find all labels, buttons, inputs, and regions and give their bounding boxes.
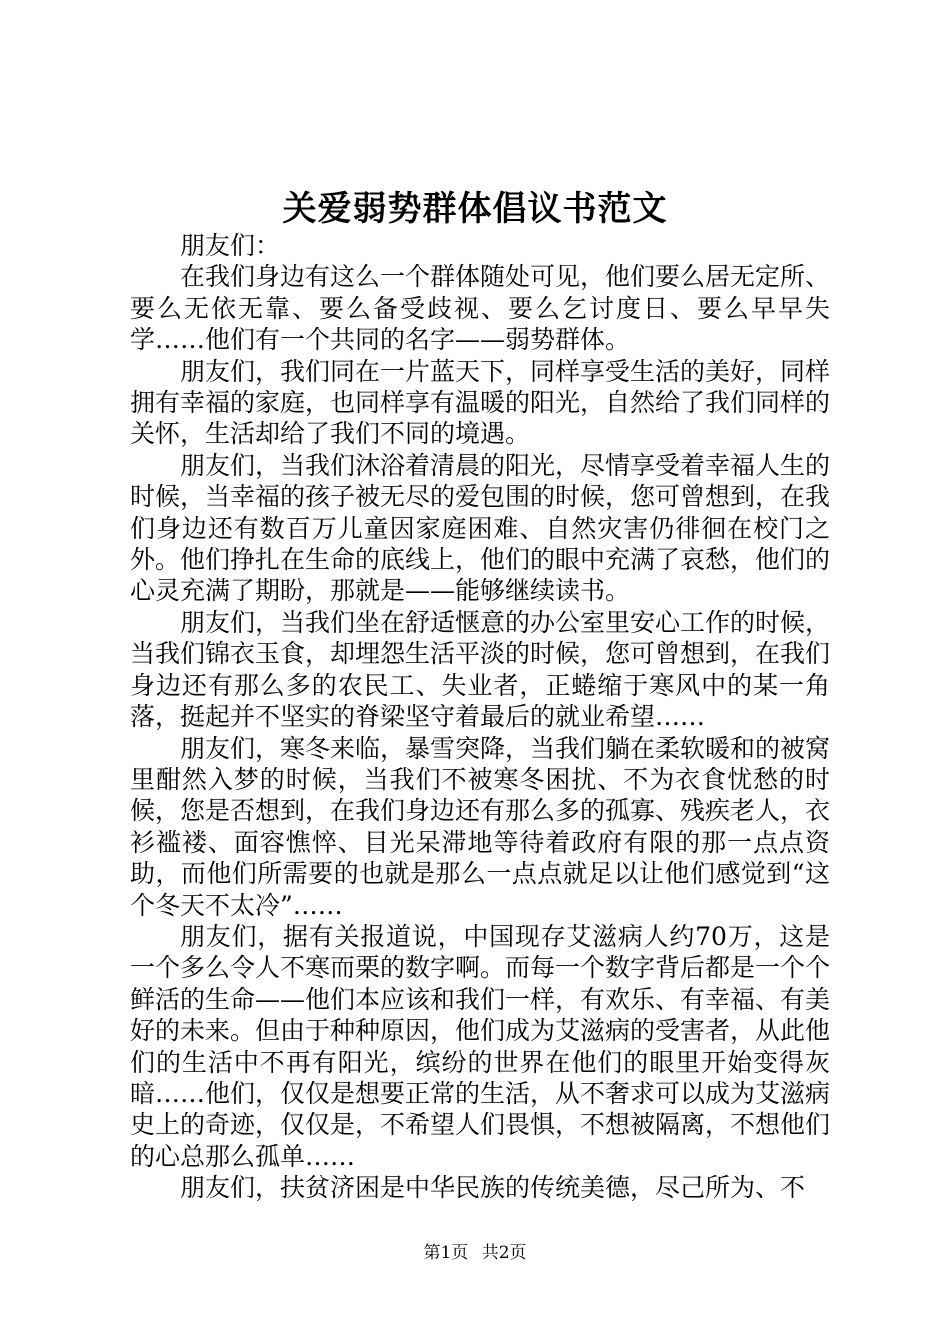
document-body	[130, 230, 830, 1204]
page-footer	[0, 1241, 950, 1265]
paragraph-2: 朋友们，我们同在一片蓝天下，同样享受生活的美好，同样拥有幸福的家庭，也同样享有温暖的阳光，自然给了我们同样的关怀，生活却给了我们不同的境遇。	[130, 356, 831, 449]
paragraph-3: 朋友们，当我们沐浴着清晨的阳光，尽情享受着幸福人生的时候，当幸福的孩子被无尽的爱包围的时候，您可曾想到，在我们身边还有数百万儿童因家庭困难、自然灾害仍徘徊在校门之外。他们挣扎在生命的底线上，他们的眼中充满了哀愁，他们的心灵充满了期盼，那就是——能够继续读书。	[130, 450, 831, 606]
paragraph-5: 朋友们，寒冬来临，暴雪突降，当我们躺在柔软暖和的被窝里酣然入梦的时候，当我们不被寒冬困扰、不为衣食忧愁的时候，您是否想到，在我们身边还有那么多的孤寡、残疾老人，衣衫褴褛、面容憔悴、目光呆滞地等待着政府有限的那一点点资助，而他们所需要的也就是那么一点点就足以让他们感觉到“这个冬天不太冷”……	[130, 733, 831, 920]
paragraph-6: 朋友们，据有关报道说，中国现存艾滋病人约70万，这是一个多么令人不寒而栗的数字啊。而每一个数字背后都是一个个鲜活的生命——他们本应该和我们一样，有欢乐、有幸福、有美好的未来。但由于种种原因，他们成为艾滋病的受害者，从此他们的生活中不再有阳光，缤纷的世界在他们的眼里开始变得灰暗……他们，仅仅是想要正常的生活，从不奢求可以成为艾滋病史上的奇迹，仅仅是，不希望人们畏惧，不想被隔离，不想他们的心总那么孤单……	[130, 921, 831, 1171]
page-number: 第1页	[423, 1243, 469, 1263]
paragraph-7: 朋友们，扶贫济困是中华民族的传统美德，尽己所为、不	[180, 1173, 806, 1203]
document-title: 关爱弱势群体倡议书范文	[282, 189, 668, 229]
page-total: 共2页	[481, 1243, 527, 1263]
paragraph-4: 朋友们，当我们坐在舒适惬意的办公室里安心工作的时候，当我们锦衣玉食，却埋怨生活平淡的时候，您可曾想到，在我们身边还有那么多的农民工、失业者，正蜷缩于寒风中的某一角落，挺起并不坚实的脊梁坚守着最后的就业希望……	[130, 607, 831, 732]
salutation: 朋友们：	[180, 231, 281, 260]
paragraph-1: 在我们身边有这么一个群体随处可见，他们要么居无定所、要么无依无靠、要么备受歧视、要么乞讨度日、要么早早失学……他们有一个共同的名字——弱势群体。	[130, 262, 831, 355]
